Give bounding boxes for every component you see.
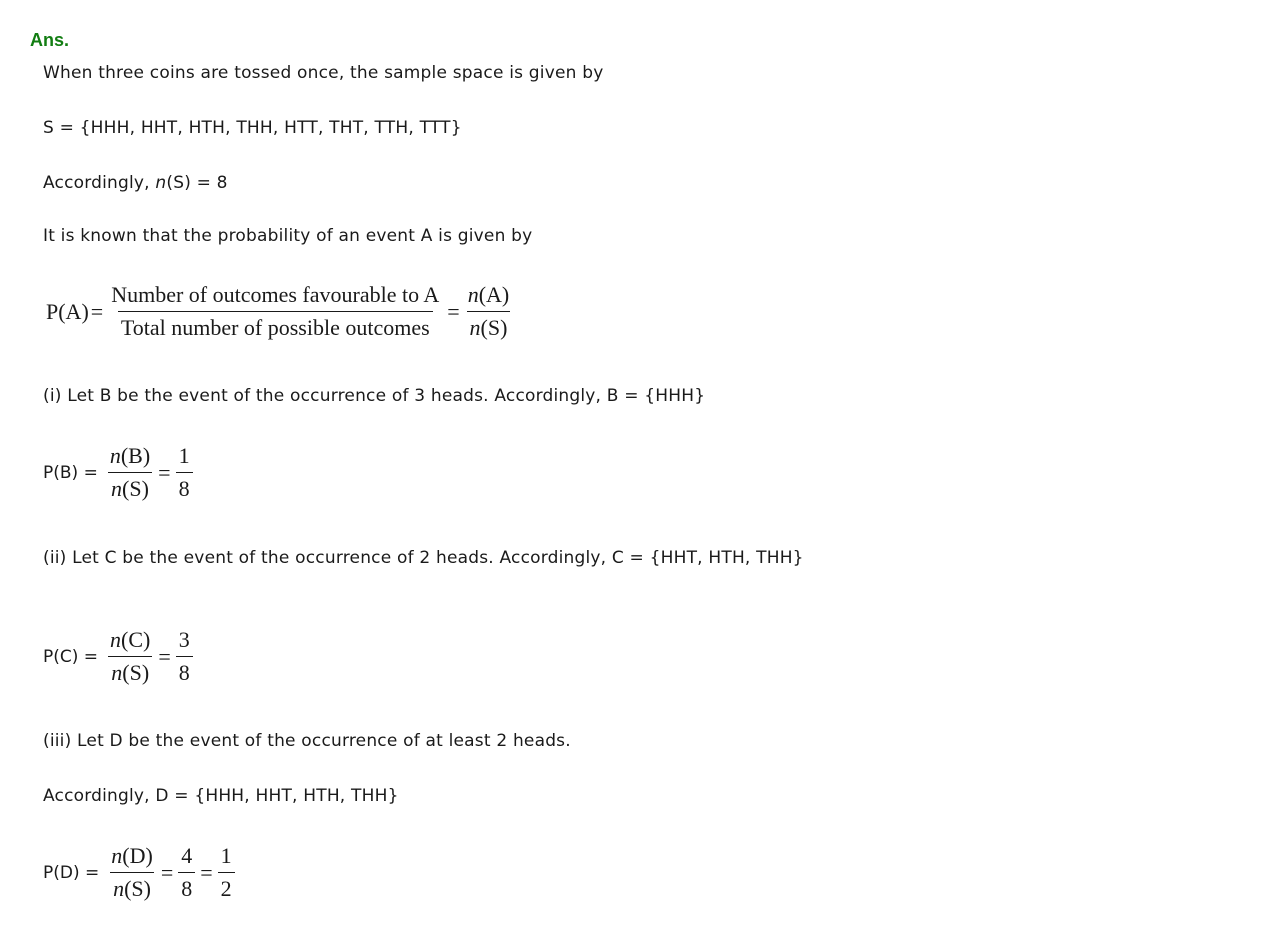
- formula-equals-2: =: [447, 298, 460, 324]
- part-i-equals: =: [158, 459, 171, 485]
- part-iii-middle: [178, 843, 195, 902]
- part-iii-result: [218, 843, 235, 902]
- part-ii-fraction: [107, 627, 153, 686]
- count-n: n: [155, 173, 167, 193]
- formula-fraction-words: [108, 282, 442, 341]
- part-iii-numerator: n(D): [111, 843, 153, 868]
- part-i-lhs: P(B) =: [43, 462, 98, 483]
- part-iii-equals: =: [160, 859, 174, 885]
- part-ii-result: [176, 627, 193, 686]
- part-i-result-num: 1: [178, 443, 190, 468]
- sample-space-text: S = {HHH, HHT, HTH, THH, HTT, THT, TTH, TTT}: [43, 118, 462, 138]
- part-iii-denominator: n(S): [110, 872, 154, 902]
- sample-count-text: [43, 173, 228, 193]
- count-prefix: Accordingly,: [43, 173, 156, 193]
- part-iii-lhs: P(D) =: [43, 862, 100, 883]
- part-i-denominator: n(S): [108, 472, 152, 502]
- part-iii-fraction: [108, 843, 156, 902]
- part-ii-result-num: 3: [178, 627, 190, 652]
- part-i-result: [176, 443, 193, 502]
- formula-equals: =: [90, 298, 104, 324]
- part-i-result-den: 8: [176, 472, 193, 502]
- intro-text: When three coins are tossed once, the sample space is given by: [43, 63, 604, 83]
- part-iii-result-num: 1: [220, 843, 232, 868]
- part-ii-equals: =: [158, 643, 171, 669]
- part-iii-middle-den: 8: [178, 872, 195, 902]
- part-iii-middle-num: 4: [181, 843, 193, 868]
- part-ii-lhs: P(C) =: [43, 646, 99, 667]
- probability-formula: [46, 282, 515, 341]
- part-iii-equation: [43, 843, 238, 902]
- part-iii-result-den: 2: [218, 872, 235, 902]
- formula-numerator-2: n(A): [467, 282, 510, 307]
- answer-heading: Ans.: [30, 30, 70, 50]
- part-ii-numerator: n(C): [110, 627, 151, 652]
- probability-intro-text: It is known that the probability of an event A is given by: [43, 226, 533, 246]
- part-ii-denominator: n(S): [108, 656, 152, 686]
- part-iii-text: (iii) Let D be the event of the occurrence of at least 2 heads.: [43, 731, 571, 751]
- part-i-numerator: n(B): [109, 443, 151, 468]
- formula-denominator-2: n(S): [467, 311, 511, 341]
- part-ii-text: (ii) Let C be the event of the occurrence of 2 heads. Accordingly, C = {HHT, HTH, THH}: [43, 548, 804, 568]
- formula-lhs: P(A): [46, 298, 89, 324]
- formula-denominator: Total number of possible outcomes: [118, 311, 433, 341]
- part-i-fraction: [107, 443, 153, 502]
- part-i-text: (i) Let B be the event of the occurrence of 3 heads. Accordingly, B = {HHH}: [43, 386, 706, 406]
- formula-numerator: Number of outcomes favourable to A: [111, 282, 440, 307]
- count-rest: (S) = 8: [166, 173, 228, 193]
- part-iii-equals-2: =: [200, 859, 213, 885]
- part-ii-equation: [43, 627, 196, 686]
- formula-fraction-n: [465, 282, 513, 341]
- part-i-equation: [43, 443, 196, 502]
- part-iii-accordingly-text: Accordingly, D = {HHH, HHT, HTH, THH}: [43, 786, 399, 806]
- part-ii-result-den: 8: [176, 656, 193, 686]
